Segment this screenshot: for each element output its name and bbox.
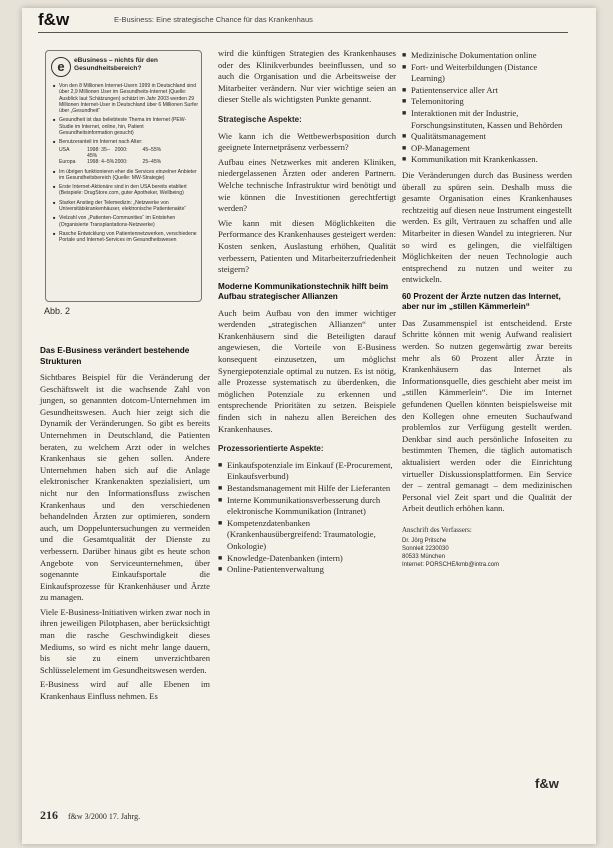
page-footer <box>40 808 240 823</box>
bullet-item: ■ Fort- und Weiterbildungen (Distance Learning) <box>402 62 572 85</box>
section-heading: Moderne Kommunikationstechnik hilft beim Aufbau strategischer Allianzen <box>218 281 389 302</box>
bullet-item: ■ Telemonitoring <box>402 96 572 108</box>
paragraph: E-Business wird auf alle Ebenen im Krankenhaus Einfluss nehmen. Es <box>40 679 210 702</box>
bullet-item: ■ Kommunikation mit Krankenkassen. <box>402 154 572 166</box>
header-title: E-Business: Eine strategische Chance für das Krankenhaus <box>114 15 313 24</box>
address-line: Dr. Jörg Pritsche <box>402 537 447 544</box>
info-box-item: ■ Von den 8 Millionen Internet-Usern 1999 in Deutschland sind über 2,9 Millionen User im Gesundheits-Internet (Quelle: Ausblick laut Schätzungen) schätzt im Jahr 2003 werden 29 Millionen Internet-User in Deutschland über 6 Millionen Surfer über „Gesundheit“ <box>53 83 198 114</box>
bullet-item: ■ Qualitätsmanagement <box>402 131 572 143</box>
column-2 <box>218 48 396 580</box>
paragraph: Sichtbares Beispiel für die Veränderung der Geschäftswelt ist die wachsende Zahl von jungen, so genannten dotcom-Unternehmen im Gesundheitswesen. Auch hier zeigt sich die Dynamik der Veränderungen. So gibt es bereits Unternehmen in Deutschland, die Patienten beraten, zu welchem Arzt oder in welches Krankenhaus sie gehen sollen. Andere Unternehmen haben sich auf die Anlage elektronischer Krankenakten spezialisiert, um nicht nur den Informationsfluss zwischen Krankenhaus und den verschiedenen behandelnden Ärzten zur optimieren, sondern auch, um Doppeluntersuchungen zu vermeiden und die Gesamtqualität der Dienste zu verbessern. Darüber hinaus gibt es heute schon Angebote von Serviceunternehmen, über sogenannte Einkaufsportale die Einkaufsprozesse für Krankenhäuser und Ärzte zu managen. <box>40 372 210 603</box>
author-address-label: Anschrift des Verfassers: <box>402 525 472 534</box>
stat-label: Europa <box>59 159 76 166</box>
issue-info: f&w 3/2000 17. Jahrg. <box>68 812 141 821</box>
section-heading: 60 Prozent der Ärzte nutzen das Internet, aber nur im „stillen Kämmerlein“ <box>402 291 561 312</box>
bullet-item: ■ Interaktionen mit der Industrie, Forschungsinstituten, Kassen und Behörden <box>402 108 572 131</box>
bullet-list <box>402 50 572 166</box>
bullet-item: ■ Patientenservice aller Art <box>402 85 572 97</box>
author-address <box>402 537 572 569</box>
bullet-item: ■ Online-Patientenverwaltung <box>218 564 396 576</box>
bullet-item: ■ Einkaufspotenziale im Einkauf (E-Procurement, Einkaufsverbund) <box>218 460 396 483</box>
paragraph: Die Veränderungen durch das Business werden überall zu spüren sein. Deshalb muss die gesamte Organisation eines Krankenhauses rechtzeitig auf diesen neue Instrument eingestellt werden. Es gilt, Vertrauen zu schaffen und alle Mitarbeiter in diesen Wandel zu integrieren. Nur so wird es gelingen, die vielfältigen Möglichkeiten der neuen Technologie auch entsprechend zu nutzen und weiter zu entwickeln. <box>402 169 572 285</box>
usage-stats <box>59 147 198 166</box>
column-3 <box>402 48 572 569</box>
bullet-item: ■ Medizinische Dokumentation online <box>402 50 572 62</box>
page-header <box>38 10 568 33</box>
info-box-title: eBusiness – nichts für den Gesundheitsbereich? <box>74 57 158 72</box>
bullet-item: ■ Knowledge-Datenbanken (intern) <box>218 553 396 565</box>
address-line: Internet: PORSCHE/kmb@intra.com <box>402 561 500 568</box>
stat-value: 45–55% <box>142 146 162 153</box>
paragraph: Viele E-Business-Initiativen wirken zwar noch in ihren jeweiligen Pilotphasen, aber berücksichtigt man die rasche Geschwindigkeit dieses Mediums, so wird es nicht mehr lange dauern, bis sie zu einem unverzichtbaren Schlüsselelement im Gesundheitswesen werden. <box>40 606 210 675</box>
paragraph: Das Zusammenspiel ist entscheidend. Erste Schritte können mit wenig Aufwand realisiert werden. So nutzen gegenwärtig zwar bereits mehr als 60 Prozent aller Ärzte in Krankenhäusern das Internet als Informationsquelle, dies geschieht aber meist im „stillen Kämmerlein“. Die im Internet gefundenen Quellen könnten beispielsweise mit den Kollegen ohne erneuten Suchaufwand problemlos zur Verfügung gestellt werden. Denkbar sind auch persönliche Infoseiten zu bestimmten Themen, die täglich automatisch aktualisiert werden oder die Einrichtung virtueller Diskussionsplattformen. Ein Service der – zentral gemanagt – dem medizinischen Personal viel Zeit spart und die Qualität der Arbeit deutlich erhöhen kann. <box>402 317 572 514</box>
bullet-list <box>218 460 396 576</box>
info-box-item: ■ Vielzahl von „Patienten-Communities“ im Entstehen (Organisierte Transplantations-Netzwerke) <box>53 215 198 228</box>
info-box-item <box>53 139 198 165</box>
stat-value: 1998: 4–5% <box>87 159 115 166</box>
info-box <box>45 50 202 302</box>
bullet-item: ■ Kompetenzdatenbanken (Krankenhausübergreifend: Traumatologie, Onkologie) <box>218 518 396 553</box>
info-box-item: ■ Starker Anstieg der Telemedizin: „Netzwerke von Universitätskrankenhäuser, elektronische Patientenakte“ <box>53 200 198 213</box>
paragraph: Auch beim Aufbau von den immer wichtiger werdenden „strategischen Allianzen“ unter Krankenhäusern sind die Beteiligten darauf angewiesen, die Vorteile von E-Business konsequent einzusetzen, um möglichst Synergiepotenziale optimal zu nutzen. Es ist nötig, alle Prozesse systematisch zu überdenken, die möglichen Potenziale zu erkennen und entsprechende Prioritäten zu setzen. Beispiele finden sich in nahezu allen Bereichen des Krankenhauses. <box>218 307 396 434</box>
stat-value: 2000: <box>114 146 128 153</box>
paragraph: Wie kann ich die Wettbewerbsposition durch geeignete Internetpräsenz verbessern? <box>218 130 396 153</box>
bullet-item: ■ Interne Kommunikationsverbesserung durch elektronische Kommunikation (Intranet) <box>218 495 396 518</box>
section-heading: Das E-Business verändert bestehende Strukturen <box>40 346 190 366</box>
footer-logo: f&w <box>535 776 559 791</box>
stat-value: 1998: 35–45% <box>87 146 110 159</box>
stat-label: USA <box>59 146 70 153</box>
bullet-item: ■ OP-Management <box>402 143 572 155</box>
page-number: 216 <box>40 808 58 822</box>
address-line: Sonnleit 2230030 <box>402 545 449 552</box>
info-box-item: ■ Erste Internet-Aktionäre sind in den USA bereits etabliert (Beispiele: DrugStore.com, guter Apotheker, Wellbeing) <box>53 184 198 197</box>
stat-value: 2000: <box>114 159 128 166</box>
info-box-list <box>53 83 198 247</box>
subheading: Prozessorientierte Aspekte: <box>218 444 324 454</box>
info-box-item: ■ Im übrigen funktionieren eher die Services einzelner Anbieter im Gesundheitsbereich (Quelle: MW-Strategie) <box>53 169 198 182</box>
address-line: 80533 München <box>402 553 446 560</box>
column-1 <box>40 340 210 706</box>
stat-value: 25–45% <box>142 159 162 166</box>
figure-caption: Abb. 2 <box>44 306 71 316</box>
subheading: Strategische Aspekte: <box>218 114 302 124</box>
paragraph: Wie kann mit diesen Möglichkeiten die Performance des Krankenhauses gesteigert werden: Kosten senken, Auslastung erhöhen, Qualität verbessern, Patienten und Mitarbeiterzufriedenheit steigern? <box>218 217 396 275</box>
info-box-item: ■ Rasche Entwicklung von Patientennetzwerken, verschiedene Portale und Internet-Services im Gesundheitswesen <box>53 231 198 244</box>
paragraph: Aufbau eines Netzwerkes mit anderen Kliniken, niedergelassenen Ärzten oder anderen Partnern. Welche technische Infrastruktur wird benötigt und wie können die Investitionen gerechtfertigt werden? <box>218 156 396 214</box>
bullet-item: ■ Bestandsmanagement mit Hilfe der Lieferanten <box>218 483 396 495</box>
info-box-item-text: Benutzeranteil im Internet nach Alter: <box>59 139 143 146</box>
paragraph: wird die künftigen Strategien des Krankenhauses oder des Klinikverbundes beeinflussen, und so auch die Organisation und die Arbeitsweise der Mitarbeiter verändern. Nur vier wichtige seien an dieser Stelle als wichtigsten Punkte genannt. <box>218 48 396 105</box>
magazine-logo: f&w <box>38 10 70 29</box>
info-box-item: ■ Gesundheit ist das beliebteste Thema im Internet (PEW-Studie im Internet, online, hin, Patient Gesundheitsinformation gesucht) <box>53 117 198 136</box>
e-icon: e <box>51 57 71 77</box>
